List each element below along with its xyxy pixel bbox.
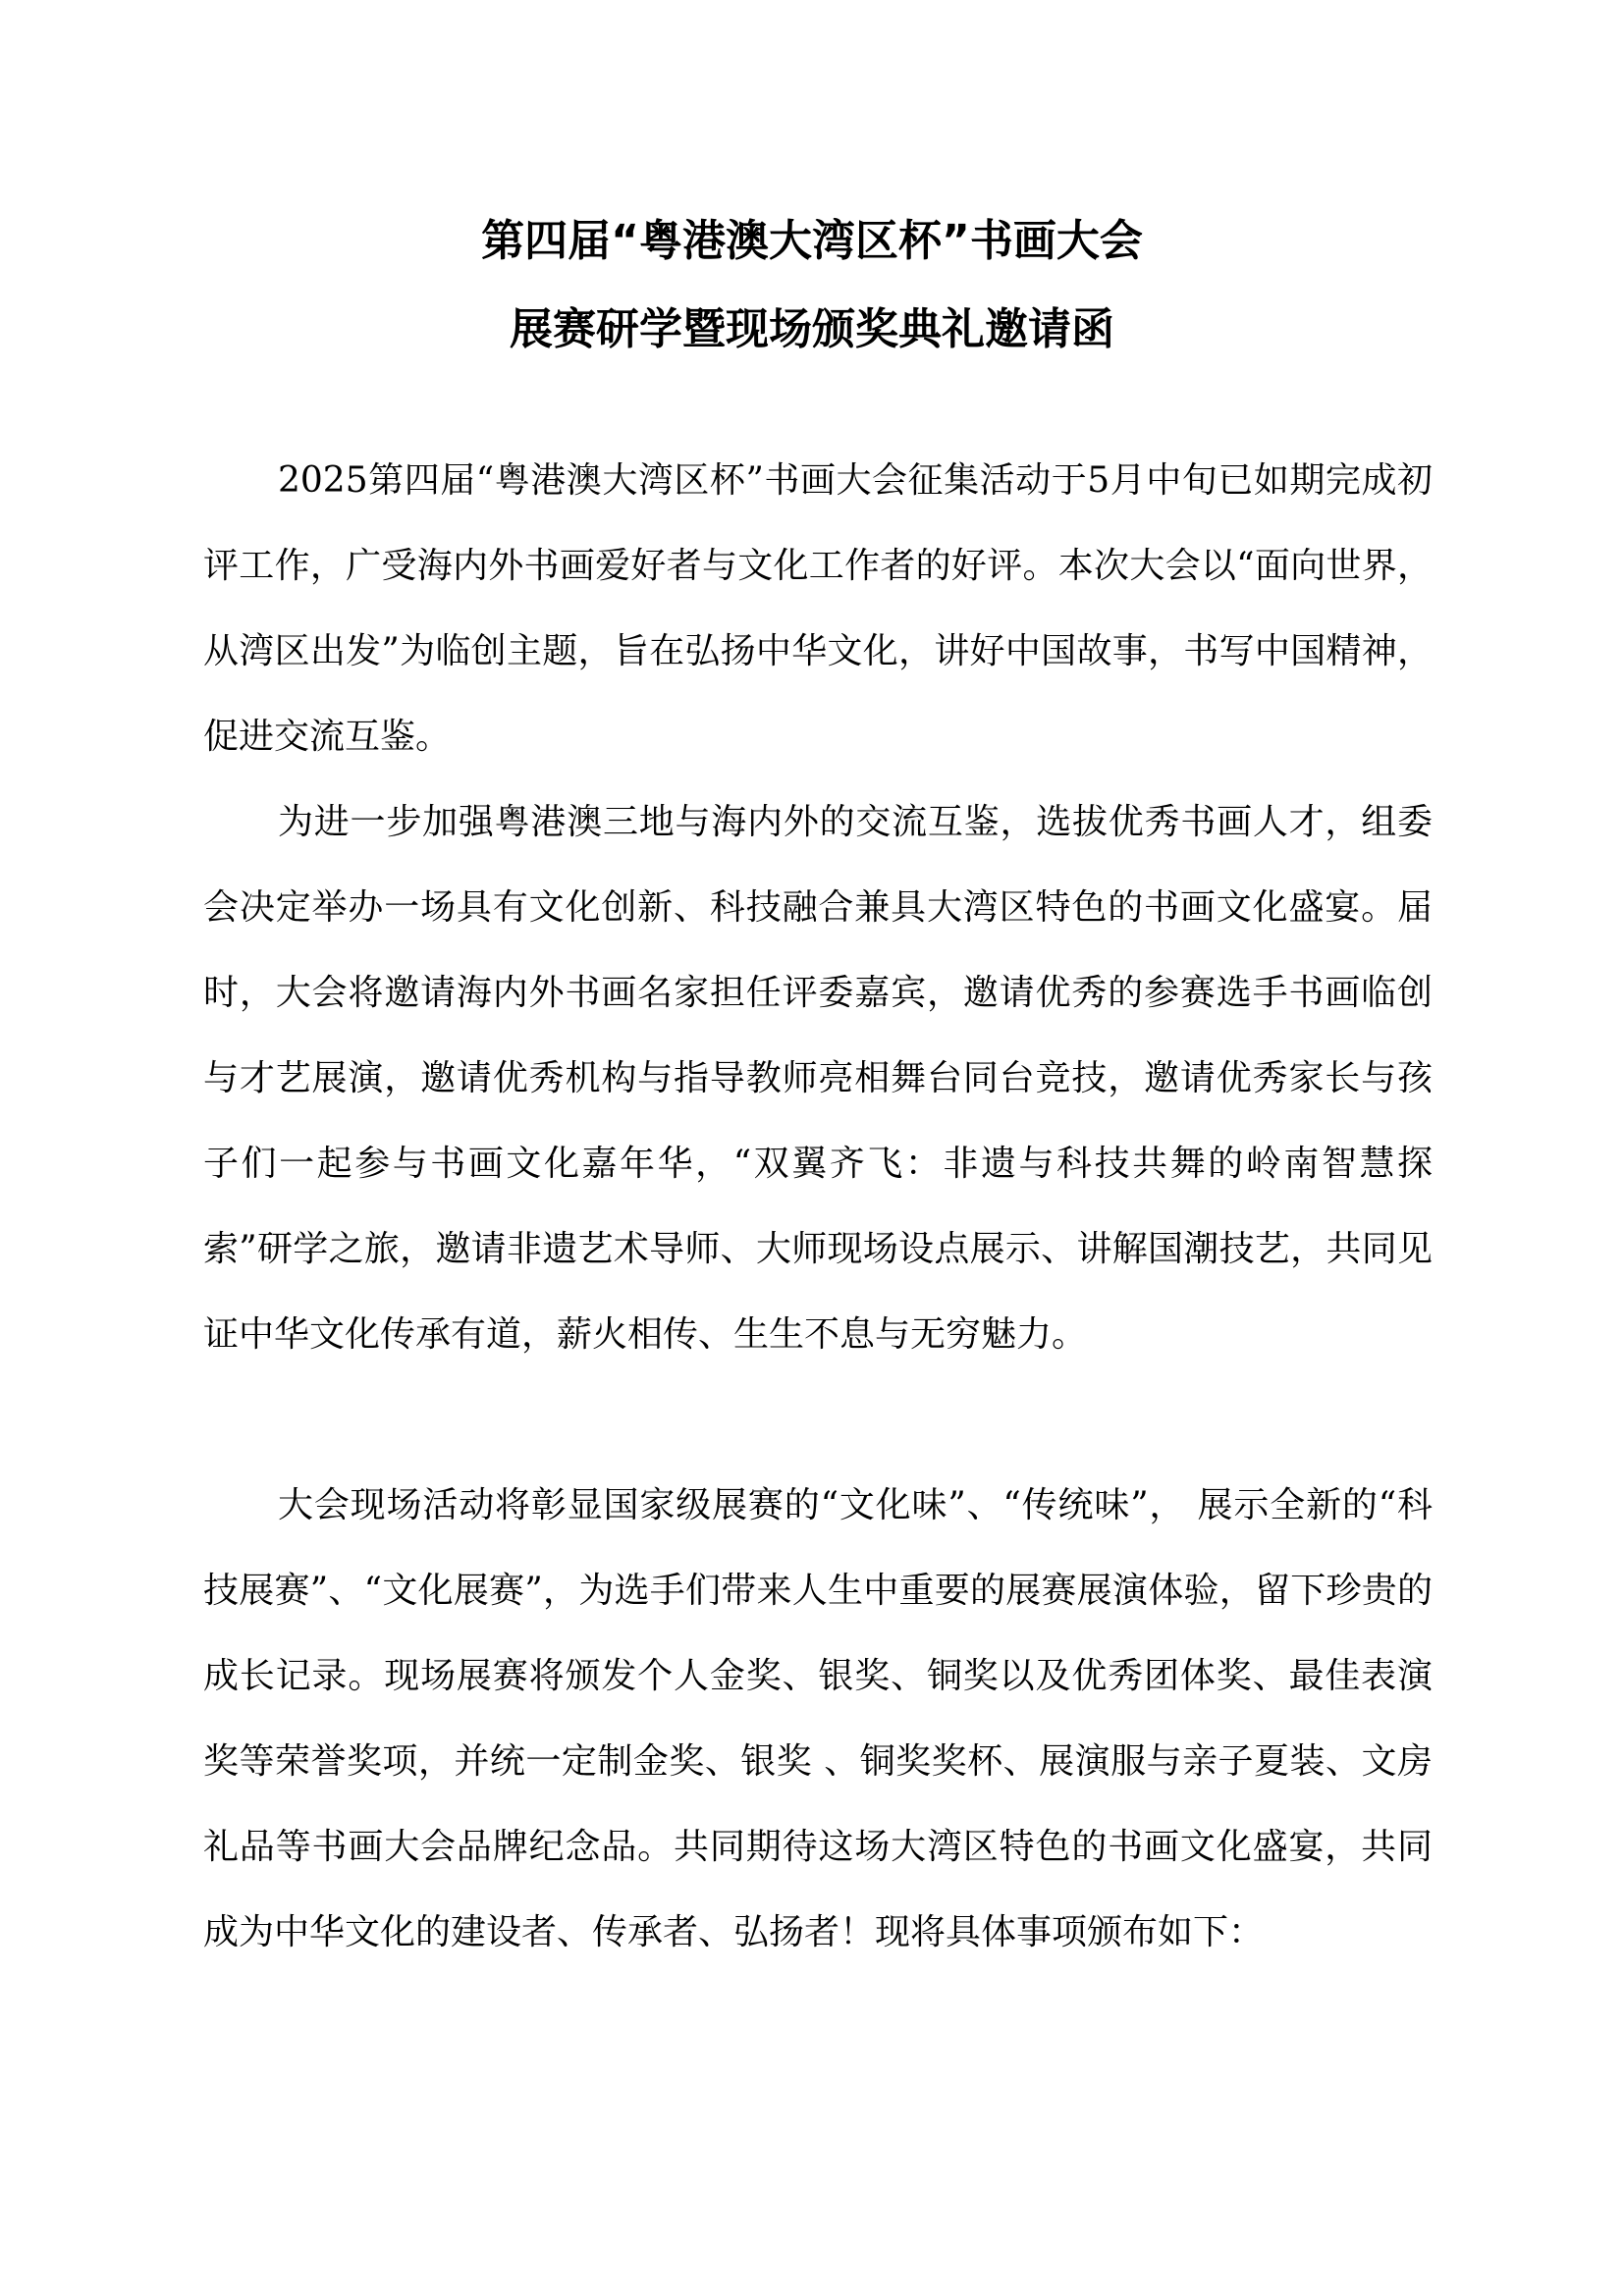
- paragraph-intro: 2025第四届“粤港澳大湾区杯”书画大会征集活动于5月中旬已如期完成初评工作，广受海内外书画爱好者与文化工作者的好评。本次大会以“面向世界，从湾区出发”为临创主题，旨在弘扬中华文化，讲好中国故事，书写中国精神，促进交流互鉴。: [203, 460, 1433, 757]
- paragraph-event-plan: 为进一步加强粤港澳三地与海内外的交流互鉴，选拔优秀书画人才，组委会决定举办一场具有文化创新、科技融合兼具大湾区特色的书画文化盛宴。届时，大会将邀请海内外书画名家担任评委嘉宾，邀请优秀的参赛选手书画临创与才艺展演，邀请优秀机构与指导教师亮相舞台同台竞技，邀请优秀家长与孩子们一起参与书画文化嘉年华，“双翼齐飞：非遗与科技共舞的岭南智慧探索”研学之旅，邀请非遗艺术导师、大师现场设点展示、讲解国潮技艺，共同见证中华文化传承有道，薪火相传、生生不息与无穷魅力。: [203, 802, 1433, 1355]
- document-title-line-2: 展赛研学暨现场颁奖典礼邀请函: [510, 304, 1114, 354]
- paragraph-awards: 大会现场活动将彰显国家级展赛的“文化味”、“传统味”， 展示全新的“科技展赛”、“文化展赛”，为选手们带来人生中重要的展赛展演体验，留下珍贵的成长记录。现场展赛将颁发个人金奖、银奖、铜奖以及优秀团体奖、最佳表演奖等荣誉奖项，并统一定制金奖、银奖 、铜奖奖杯、展演服与亲子夏装、文房礼品等书画大会品牌纪念品。共同期待这场大湾区特色的书画文化盛宴，共同成为中华文化的建设者、传承者、弘扬者！现将具体事项颁布如下：: [203, 1485, 1433, 1952]
- document-title-line-1: 第四届“粤港澳大湾区杯”书画大会: [481, 216, 1143, 266]
